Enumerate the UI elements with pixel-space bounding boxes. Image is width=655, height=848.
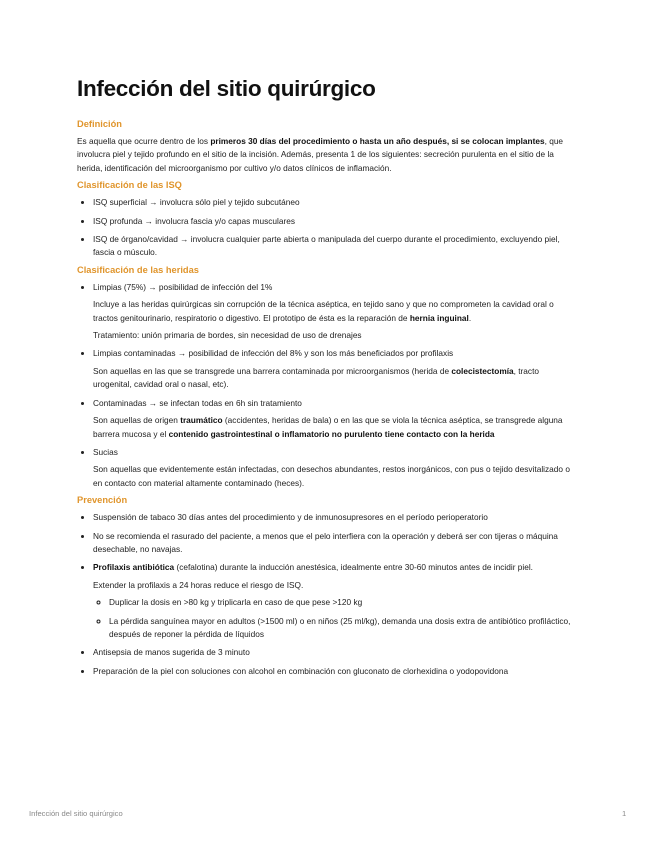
page-title: Infección del sitio quirúrgico: [77, 76, 376, 101]
prevencion-list: [77, 511, 577, 678]
footer-title: Infección del sitio quirúrgico: [29, 809, 123, 818]
item-label: Limpias (75%) → posibilidad de infección del 1%: [93, 281, 273, 292]
text-run: , tracto urogenital, cavidad oral o nasal, etc).: [93, 365, 539, 390]
sub-list: [93, 596, 577, 641]
document-page: [77, 76, 577, 683]
item-paragraph: Extender la profilaxis a 24 horas reduce el riesgo de ISQ.: [93, 579, 304, 590]
list-item: • ISQ superficial → involucra sólo piel y tejido subcutáneo: [93, 196, 577, 209]
item-label: Contaminadas → se infectan todas en 6h sin tratamiento: [93, 397, 302, 408]
list-item-limpias: [93, 281, 577, 343]
bold-run: primeros 30 días del procedimiento o hasta un año después, si se colocan implantes: [210, 136, 545, 146]
footer-page-number: 1: [622, 809, 627, 818]
bold-run: Profilaxis antibiótica: [93, 562, 175, 573]
section-heading-clasificacion-heridas: Clasificación de las heridas: [77, 264, 199, 275]
bold-run: traumático: [180, 415, 223, 426]
text-run: Incluye a las heridas quirúrgicas sin corrupción de la técnica aséptica, en tejido sano y que no comprometen la cavidad oral o tractos genitourinario, respiratorio o digestivo. El prototipo de ésta es la reparación de: [93, 299, 554, 323]
item-paragraph: [93, 298, 577, 325]
text-run: Son aquellas en las que se transgrede una barrera contaminada por microorganismos (herida de: [93, 365, 452, 376]
list-item-profilaxis: [93, 561, 577, 641]
list-item-limpias-contaminadas: [93, 347, 577, 391]
text-run: (accidentes, heridas de bala) o en las que se viola la técnica aséptica, se transgrede alguna barrera mucosa y el: [93, 415, 563, 439]
item-paragraph: Son aquellas que evidentemente están infectadas, con desechos abundantes, restos inorgánicos, con pus o tejido desvitalizado o en contacto con material altamente contaminado (heces).: [93, 464, 570, 488]
item-label: Sucias: [93, 446, 118, 457]
list-item: • No se recomienda el rasurado del paciente, a menos que el pelo interfiera con la operación y deberá ser con tijeras o máquina desechable, no navajas.: [93, 530, 577, 557]
bold-run: hernia inguinal: [409, 312, 469, 323]
list-item: • Preparación de la piel con soluciones con alcohol en combinación con gluconato de clorhexidina o yodopovidona: [93, 665, 577, 678]
sub-list-item: ◦ La pérdida sanguínea mayor en adultos (>1500 ml) o en niños (25 ml/kg), demanda una dosis extra de antibiótico profiláctico, después de reponer la pérdida de líquidos: [109, 615, 577, 642]
text-run: .: [468, 312, 472, 323]
sub-list-item: ◦ Duplicar la dosis en >80 kg y triplicarla en caso de que pese >120 kg: [109, 596, 577, 609]
text-run: Son aquellas de origen: [93, 415, 181, 426]
list-item-contaminadas: [93, 397, 577, 441]
list-item-sucias: [93, 446, 577, 490]
section-heading-prevencion: Prevención: [77, 495, 128, 506]
list-item: • ISQ de órgano/cavidad → involucra cualquier parte abierta o manipulada del cuerpo durante el procedimiento, excluyendo piel, fascia o músculo.: [93, 233, 577, 260]
list-item: • ISQ profunda → involucra fascia y/o capas musculares: [93, 215, 577, 228]
list-item: • Suspensión de tabaco 30 días antes del procedimiento y de inmunosupresores en el período perioperatorio: [93, 511, 577, 524]
list-item: • Antisepsia de manos sugerida de 3 minuto: [93, 646, 577, 659]
text-run: , que involucra piel y tejido profundo en el sitio de la incisión. Además, presenta 1 de los siguientes: secreción purulenta en el sitio de la herida, identificación del microorganismo por cultivo y/o datos clínicos de inflamación.: [77, 136, 564, 173]
isq-list: [77, 196, 577, 260]
item-paragraph: [93, 365, 577, 392]
text-run: Es aquella que ocurre dentro de los: [77, 136, 211, 146]
item-paragraph: Tratamiento: unión primaria de bordes, sin necesidad de uso de drenajes: [93, 330, 362, 341]
section-heading-definicion: Definición: [77, 119, 122, 129]
item-paragraph: [93, 414, 577, 441]
definicion-paragraph: [77, 135, 577, 175]
bold-run: colecistectomía: [451, 365, 514, 376]
text-run: (cefalotina) durante la inducción anestésica, idealmente entre 30-60 minutos antes de incidir piel.: [174, 562, 533, 573]
section-heading-clasificacion-isq: Clasificación de las ISQ: [77, 180, 182, 191]
item-label: Limpias contaminadas → posibilidad de infección del 8% y son los más beneficiados por profilaxis: [93, 348, 454, 359]
heridas-list: [77, 281, 577, 490]
bold-run: contenido gastrointestinal o inflamatorio no purulento tiene contacto con la herida: [168, 428, 495, 439]
